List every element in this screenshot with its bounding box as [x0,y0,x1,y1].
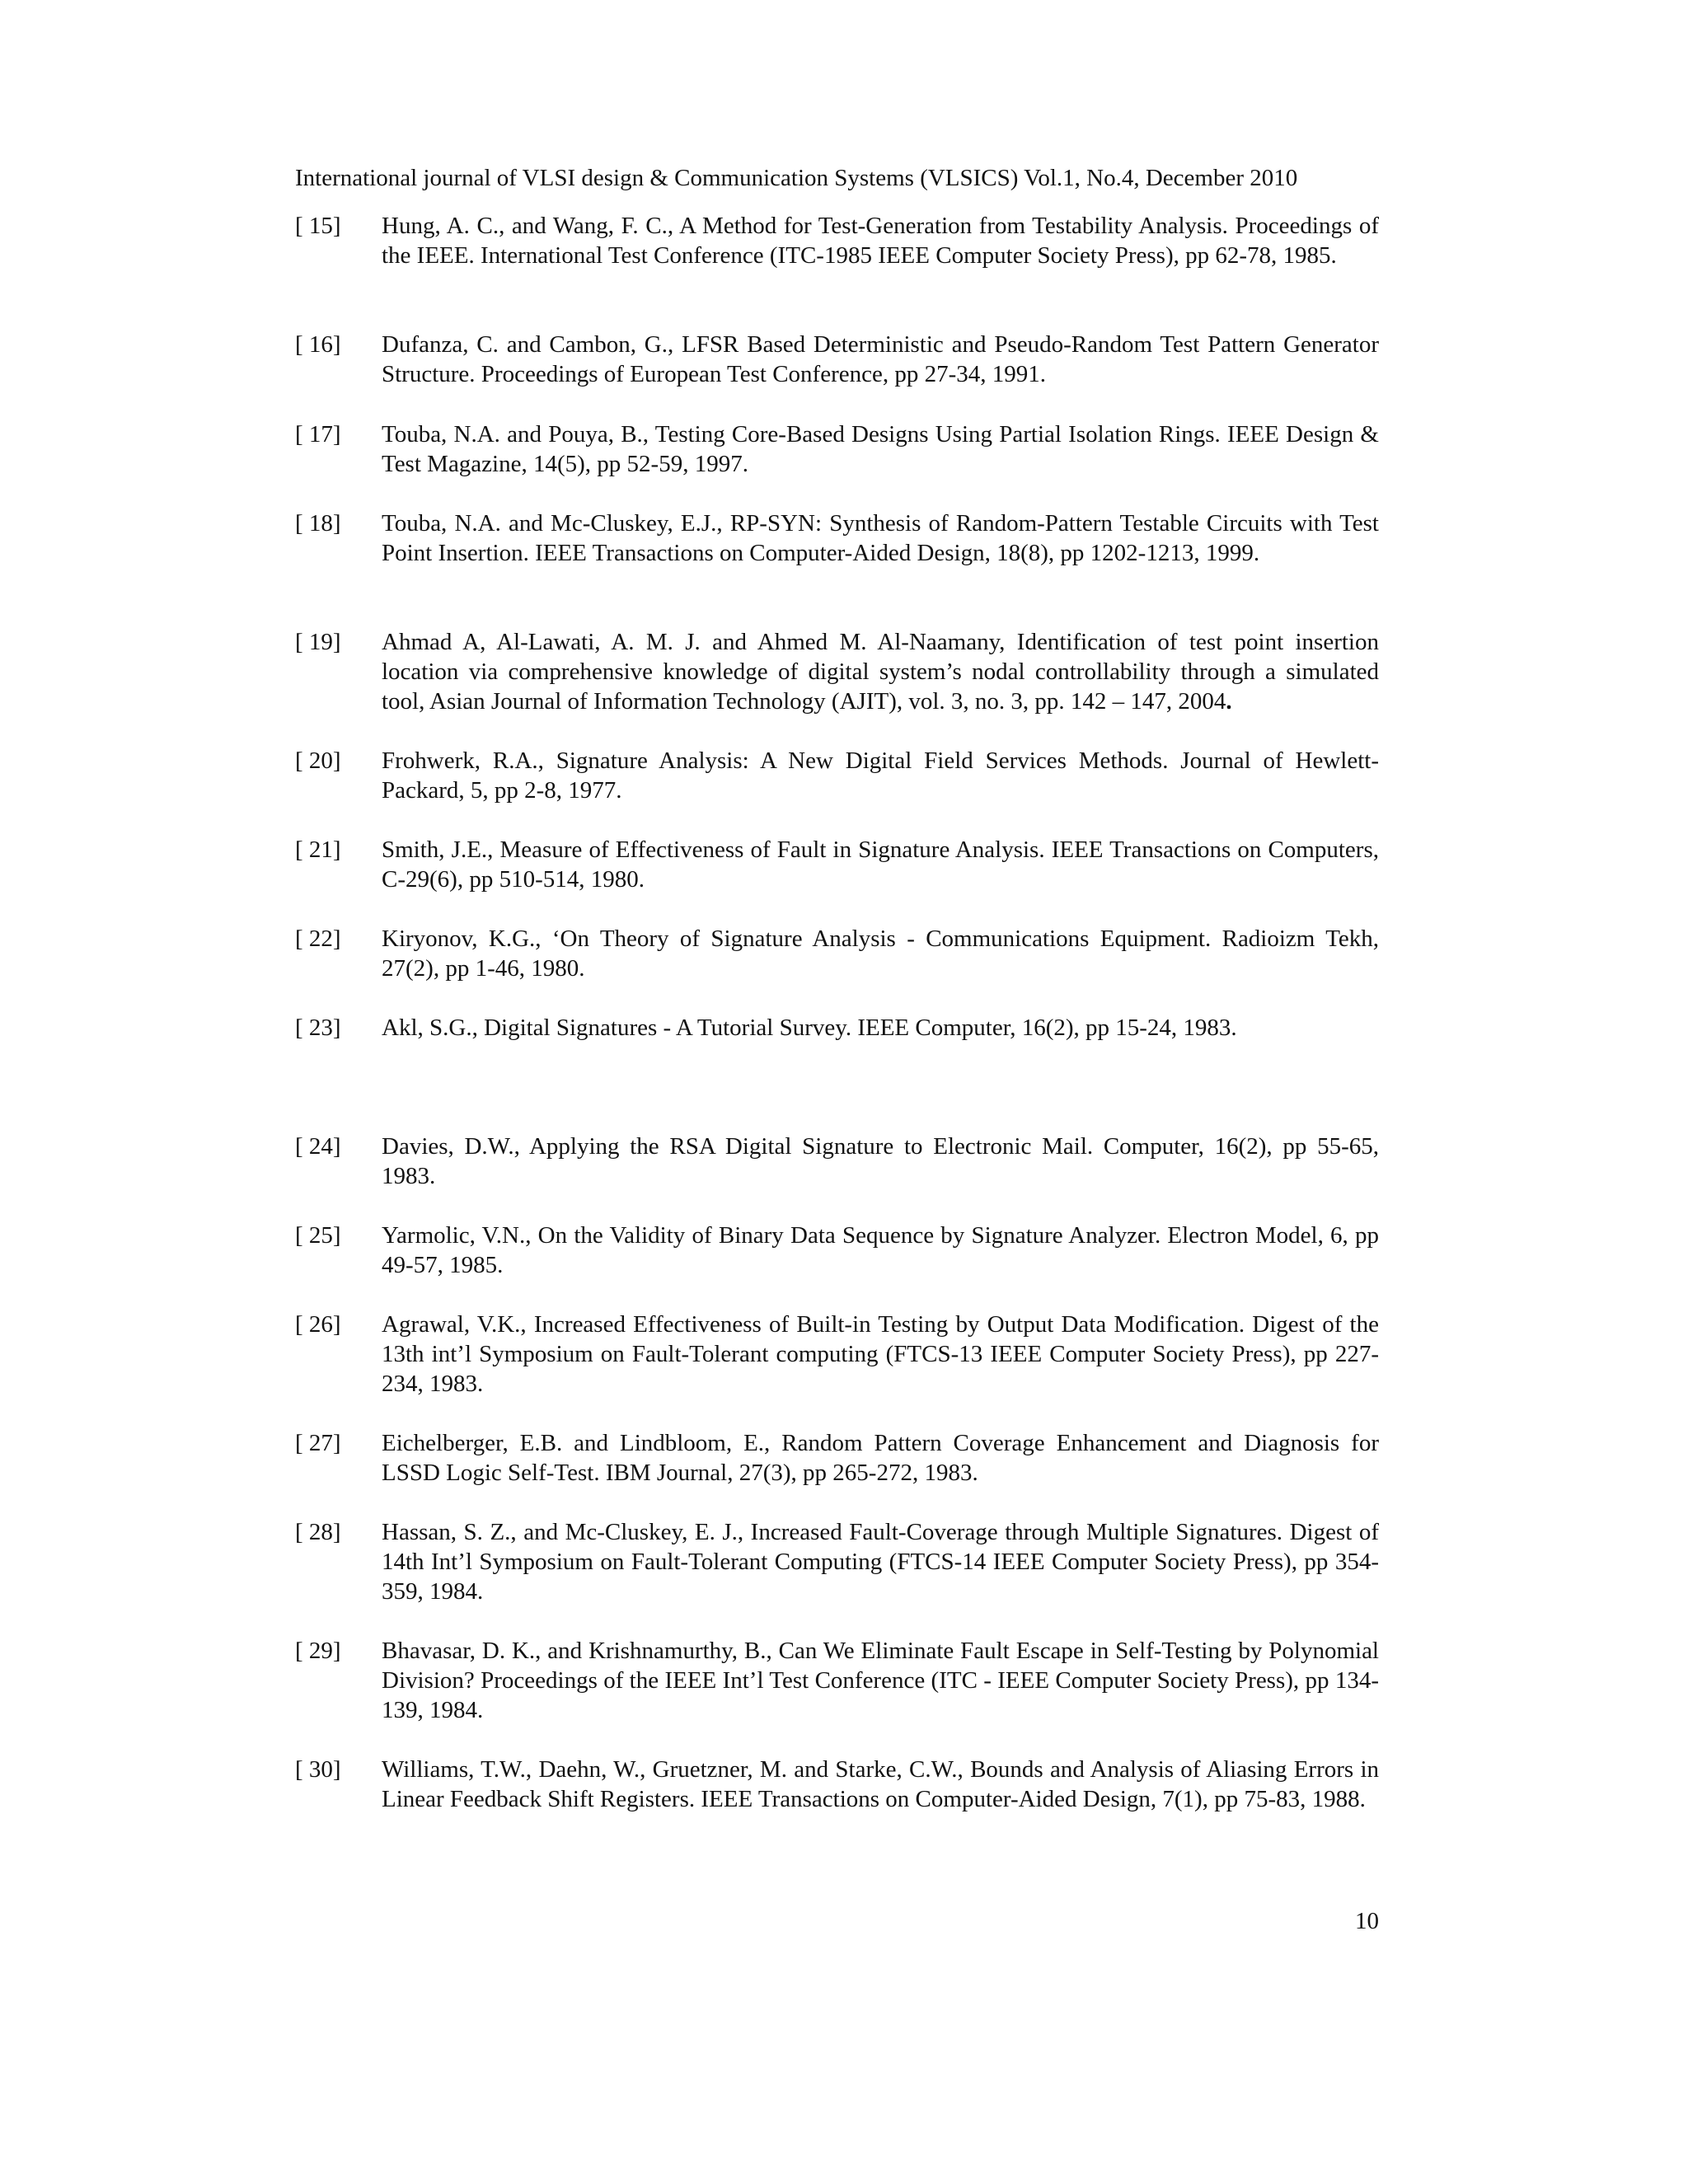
reference-15 [295,211,1379,270]
reference-16 [295,330,1379,389]
reference-text: Touba, N.A. and Mc-Cluskey, E.J., RP-SYN: Synthesis of Random-Pattern Testable Circuits with Test Point Insertion. IEEE Transactions on Computer-Aided Design, 18(8), pp 1202-1213, 1999. [382,510,1379,566]
reference-27 [295,1428,1379,1488]
reference-text: Bhavasar, D. K., and Krishnamurthy, B., Can We Eliminate Fault Escape in Self-Testing by Polynomial Division? Proceedings of the IEEE Int’l Test Conference (ITC - IEEE Computer Society Press), pp 134-139, 1984. [382,1638,1379,1723]
reference-number: [ 17] [295,421,341,448]
reference-29 [295,1636,1379,1725]
reference-body: Ahmad A, Al-Lawati, A. M. J. and Ahmed M. Al-Naamany, Identification of test point insertion location via comprehensive knowledge of digital system’s nodal controllability through a simulated tool, Asian Journal of Information Technology (AJIT), vol. 3, no. 3, pp. 142 – 147, 2004 [382,629,1379,715]
reference-text: Kiryonov, K.G., ‘On Theory of Signature Analysis - Communications Equipment. Radioizm Tekh, 27(2), pp 1-46, 1980. [382,926,1379,982]
reference-number: [ 28] [295,1519,341,1545]
reference-text: Agrawal, V.K., Increased Effectiveness of Built-in Testing by Output Data Modification. Digest of the 13th int’l Symposium on Fault-Tolerant computing (FTCS-13 IEEE Computer Society Press), pp 227-234, 1983. [382,1311,1379,1397]
reference-number: [ 27] [295,1430,341,1456]
reference-text: Smith, J.E., Measure of Effectiveness of Fault in Signature Analysis. IEEE Transactions on Computers, C-29(6), pp 510-514, 1980. [382,837,1379,893]
reference-number: [ 20] [295,748,341,774]
reference-text: Frohwerk, R.A., Signature Analysis: A New Digital Field Services Methods. Journal of Hewlett-Packard, 5, pp 2-8, 1977. [382,748,1379,804]
reference-text: Yarmolic, V.N., On the Validity of Binary Data Sequence by Signature Analyzer. Electron Model, 6, pp 49-57, 1985. [382,1222,1379,1278]
reference-28 [295,1517,1379,1606]
reference-18 [295,509,1379,568]
reference-19 [295,627,1379,716]
reference-number: [ 15] [295,213,341,239]
reference-text: Touba, N.A. and Pouya, B., Testing Core-Based Designs Using Partial Isolation Rings. IEEE Design & Test Magazine, 14(5), pp 52-59, 1997. [382,421,1379,477]
reference-number: [ 21] [295,837,341,863]
reference-number: [ 30] [295,1756,341,1783]
reference-17 [295,419,1379,479]
reference-number: [ 24] [295,1133,341,1160]
reference-number: [ 22] [295,926,341,952]
reference-number: [ 16] [295,331,341,358]
reference-number: [ 18] [295,510,341,537]
reference-text: Dufanza, C. and Cambon, G., LFSR Based Deterministic and Pseudo-Random Test Pattern Generator Structure. Proceedings of European Test Conference, pp 27-34, 1991. [382,331,1379,387]
reference-text [382,627,1379,716]
reference-22 [295,924,1379,983]
reference-30 [295,1755,1379,1814]
reference-number: [ 23] [295,1015,341,1041]
reference-text: Hassan, S. Z., and Mc-Cluskey, E. J., Increased Fault-Coverage through Multiple Signatures. Digest of 14th Int’l Symposium on Fault-Tolerant Computing (FTCS-14 IEEE Computer Society Press), pp 354-359, 1984. [382,1519,1379,1605]
reference-text: Eichelberger, E.B. and Lindbloom, E., Random Pattern Coverage Enhancement and Diagnosis for LSSD Logic Self-Test. IBM Journal, 27(3), pp 265-272, 1983. [382,1430,1379,1486]
reference-number: [ 26] [295,1311,341,1338]
reference-26 [295,1310,1379,1399]
reference-text: Williams, T.W., Daehn, W., Gruetzner, M. and Starke, C.W., Bounds and Analysis of Aliasing Errors in Linear Feedback Shift Registers. IEEE Transactions on Computer-Aided Design, 7(1), pp 75-83, 1988. [382,1756,1379,1812]
reference-bold-period: . [1226,688,1232,715]
running-header: International journal of VLSI design & Communication Systems (VLSICS) Vol.1, No.4, December 2010 [295,165,1298,191]
reference-text: Akl, S.G., Digital Signatures - A Tutorial Survey. IEEE Computer, 16(2), pp 15-24, 1983. [382,1015,1237,1041]
reference-number: [ 25] [295,1222,341,1249]
reference-23 [295,1013,1379,1043]
reference-21 [295,835,1379,894]
reference-number: [ 19] [295,629,341,655]
reference-text: Davies, D.W., Applying the RSA Digital Signature to Electronic Mail. Computer, 16(2), pp 55-65, 1983. [382,1133,1379,1189]
reference-number: [ 29] [295,1638,341,1664]
reference-25 [295,1221,1379,1280]
page-number: 10 [1355,1908,1379,1934]
reference-24 [295,1132,1379,1191]
reference-20 [295,746,1379,805]
reference-text: Hung, A. C., and Wang, F. C., A Method for Test-Generation from Testability Analysis. Proceedings of the IEEE. International Test Conference (ITC-1985 IEEE Computer Society Press), pp 62-78, 1985. [382,213,1379,269]
